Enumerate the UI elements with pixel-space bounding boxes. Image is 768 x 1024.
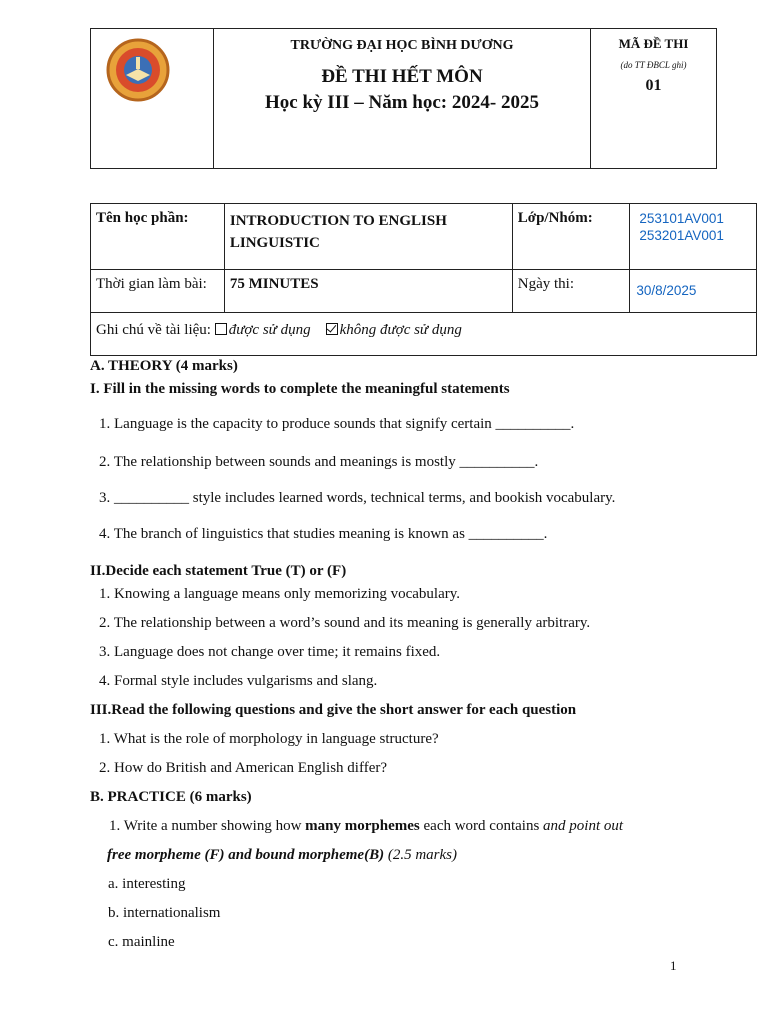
course-value: INTRODUCTION TO ENGLISH LINGUISTIC bbox=[224, 204, 512, 270]
q1-text-a: 1. Write a number showing how bbox=[109, 818, 306, 834]
class-value-2: 253201AV001 bbox=[639, 228, 724, 243]
exam-code-value: 01 bbox=[645, 77, 662, 94]
part3-item-2: 2. How do British and American English differ? bbox=[99, 760, 388, 776]
part1-item-1: 1. Language is the capacity to produce sounds that signify certain __________. bbox=[99, 416, 575, 432]
checkbox-allowed[interactable] bbox=[215, 323, 227, 335]
option-allowed-label: được sử dụng bbox=[228, 322, 311, 338]
university-name: TRƯỜNG ĐẠI HỌC BÌNH DƯƠNG bbox=[290, 38, 514, 53]
word-b: b. internationalism bbox=[108, 905, 221, 921]
part2-item-4: 4. Formal style includes vulgarisms and slang. bbox=[99, 673, 378, 689]
q1-text-e: free morpheme (F) and bound morpheme(B) bbox=[107, 847, 385, 863]
exam-code-note: (do TT ĐBCL ghi) bbox=[620, 60, 687, 70]
practice-question-1-line-1 bbox=[109, 818, 623, 835]
header-center-cell bbox=[214, 29, 591, 169]
q1-text-f: (2.5 marks) bbox=[384, 847, 457, 863]
part1-item-4: 4. The branch of linguistics that studies meaning is known as __________. bbox=[99, 526, 548, 542]
date-label: Ngày thi: bbox=[512, 270, 630, 313]
class-value-1: 253101AV001 bbox=[639, 211, 724, 226]
university-logo-icon bbox=[103, 35, 173, 105]
q1-text-b: many morphemes bbox=[305, 818, 420, 834]
q1-text-d: and point out bbox=[543, 818, 624, 834]
exam-code-label: MÃ ĐỀ THI bbox=[618, 36, 689, 51]
word-a: a. interesting bbox=[108, 876, 186, 892]
exam-title: ĐỀ THI HẾT MÔN bbox=[321, 66, 483, 87]
notes-label: Ghi chú về tài liệu: bbox=[96, 322, 211, 338]
part2-item-2: 2. The relationship between a word’s sound and its meaning is generally arbitrary. bbox=[99, 615, 591, 631]
checkbox-not-allowed[interactable] bbox=[326, 323, 338, 335]
practice-title: B. PRACTICE (6 marks) bbox=[90, 789, 252, 805]
part1-item-3: 3. __________ style includes learned words, technical terms, and bookish vocabulary. bbox=[99, 490, 616, 506]
q1-text-c: each word contains bbox=[419, 818, 544, 834]
part2-title: II.Decide each statement True (T) or (F) bbox=[90, 563, 347, 579]
date-value: 30/8/2025 bbox=[636, 283, 697, 298]
course-info-table bbox=[90, 203, 757, 356]
class-label: Lớp/Nhóm: bbox=[512, 204, 630, 270]
option-not-allowed-label: không được sử dụng bbox=[339, 322, 462, 338]
logo-cell bbox=[91, 29, 214, 169]
class-values bbox=[630, 204, 757, 270]
time-label: Thời gian làm bài: bbox=[91, 270, 225, 313]
part1-item-2: 2. The relationship between sounds and meanings is mostly __________. bbox=[99, 454, 539, 470]
part3-title: III.Read the following questions and give the short answer for each question bbox=[90, 702, 577, 718]
exam-code-cell bbox=[591, 29, 717, 169]
page-number: 1 bbox=[670, 958, 677, 973]
header-table bbox=[90, 28, 717, 169]
time-value: 75 MINUTES bbox=[224, 270, 512, 313]
course-label: Tên học phần: bbox=[91, 204, 225, 270]
part3-item-1: 1. What is the role of morphology in language structure? bbox=[99, 731, 439, 747]
exam-term: Học kỳ III – Năm học: 2024- 2025 bbox=[265, 92, 539, 113]
part2-item-1: 1. Knowing a language means only memorizing vocabulary. bbox=[99, 586, 461, 602]
theory-title: A. THEORY (4 marks) bbox=[90, 358, 238, 374]
word-c: c. mainline bbox=[108, 934, 175, 950]
notes-row bbox=[91, 313, 757, 356]
practice-question-1-line-2 bbox=[107, 847, 457, 864]
part2-item-3: 3. Language does not change over time; it remains fixed. bbox=[99, 644, 441, 660]
date-cell bbox=[630, 270, 757, 313]
part1-title: I. Fill in the missing words to complete the meaningful statements bbox=[90, 381, 510, 397]
